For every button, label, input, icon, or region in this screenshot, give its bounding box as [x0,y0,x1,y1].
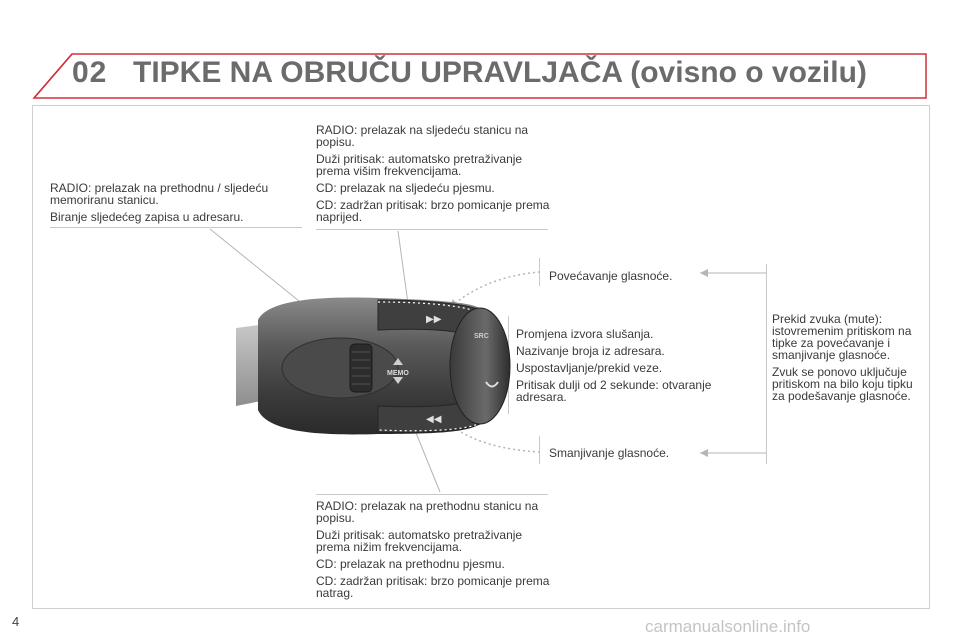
page-number: 4 [12,614,20,629]
callout-text: RADIO: prelazak na prethodnu stanicu na popisu. [316,499,539,525]
callout-text: CD: prelazak na sljedeću pjesmu. [316,181,495,195]
callout-text: Smanjivanje glasnoće. [549,446,670,460]
rewind-icon: ◀◀ [426,414,442,425]
callout-text: Prekid zvuka (mute): istovremenim pritiskom na tipke za povećavanje i smanjivanje glasnoće. [772,312,912,362]
callout-volume-up [549,270,699,287]
src-button[interactable] [450,308,510,424]
chapter-number: 02 [72,56,108,89]
callout-text: CD: zadržan pritisak: brzo pomicanje prema naprijed. [316,198,550,224]
callout-text: Biranje sljedećeg zapisa u adresaru. [50,210,244,224]
watermark: carmanualsonline.info [645,617,811,636]
src-label: SRC [474,333,489,340]
fast-forward-icon: ▶▶ [426,314,442,325]
callout-rule [316,229,548,230]
callout-volume-down [549,447,699,464]
memo-label: MEMO [387,370,409,377]
callout-text: Duži pritisak: automatsko pretraživanje prema višim frekvencijama. [316,152,523,178]
callout-text: RADIO: prelazak na sljedeću stanicu na popisu. [316,123,529,149]
page-title: TIPKE NA OBRUČU UPRAVLJAČA (ovisno o vozilu) [133,56,867,89]
callout-text: Duži pritisak: automatsko pretraživanje prema nižim frekvencijama. [316,528,523,554]
callout-rule [766,264,767,464]
callout-next-station [316,124,556,228]
callout-mute [772,313,922,407]
callout-text: RADIO: prelazak na prethodnu / sljedeću memoriranu stanicu. [50,181,269,207]
steering-control-stalk [228,260,558,470]
callout-text: Pritisak dulji od 2 sekunde: otvaranje adresara. [516,378,712,404]
callout-previous-station [316,500,556,604]
callout-text: Zvuk se ponovo uključuje pritiskom na bilo koju tipku za podešavanje glasnoće. [772,365,913,403]
callout-text: Nazivanje broja iz adresara. [516,344,665,358]
memo-panel [282,338,398,398]
callout-rule [316,494,548,495]
callout-text: CD: prelazak na prethodnu pjesmu. [316,557,505,571]
callout-rule [50,227,302,228]
callout-text: Povećavanje glasnoće. [549,269,673,283]
callout-text: Uspostavljanje/prekid veze. [516,361,663,375]
callout-text: CD: zadržan pritisak: brzo pomicanje prema natrag. [316,574,550,600]
callout-text: Promjena izvora slušanja. [516,327,654,341]
callout-preset-stations [50,182,300,228]
